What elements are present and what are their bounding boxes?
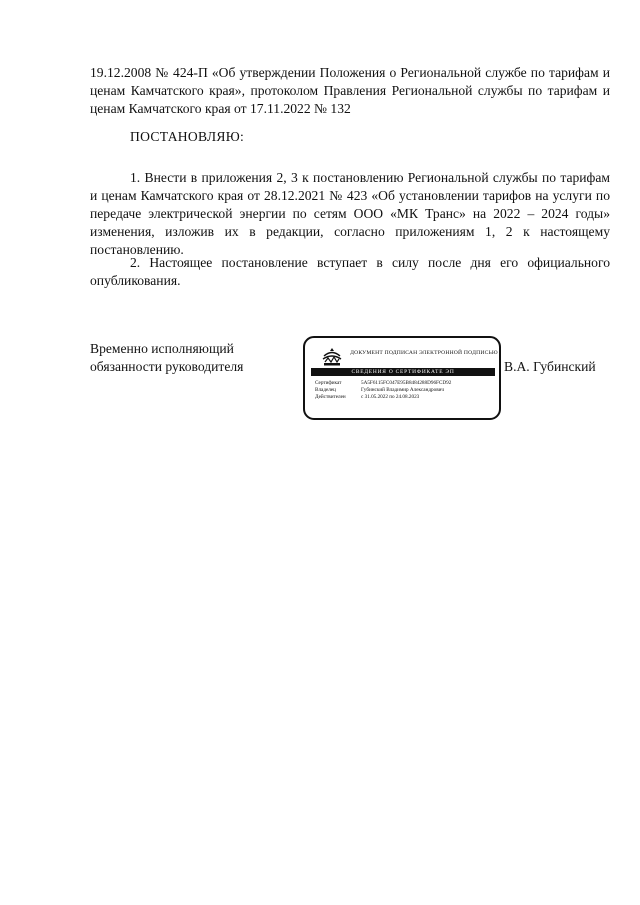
stamp-row-value: Губинский Владимир Александрович [361, 387, 445, 393]
stamp-row-certificate [315, 380, 497, 387]
resolve-heading: ПОСТАНОВЛЯЮ: [130, 129, 245, 144]
signer-name: В.А. Губинский [504, 359, 596, 374]
preamble-continuation: 19.12.2008 № 424-П «Об утверждении Положения о Региональной службе по тарифам и ценам Камчатского края», протоколом Правления Региональной службы по тарифам и ценам Камчатского края от 17.11.2022 № 132 [90, 65, 610, 116]
paragraph-1: 1. Внести в приложения 2, 3 к постановлению Региональной службы по тарифам и ценам Камчатского края от 28.12.2021 № 423 «Об установлении тарифов на услуги по передаче электрической энергии по сетям ООО «МК Транс» на 2022 – 2024 годы» изменения, изложив их в редакции, согласно приложениям 1, 2 к настоящему постановлению. [90, 170, 610, 257]
electronic-signature-stamp [303, 336, 501, 420]
stamp-header: ДОКУМЕНТ ПОДПИСАН ЭЛЕКТРОННОЙ ПОДПИСЬЮ [350, 350, 498, 356]
stamp-row-validity [315, 394, 497, 401]
paragraph-2: 2. Настоящее постановление вступает в силу после дня его официального опубликования. [90, 255, 610, 288]
stamp-row-key: Владелец [315, 387, 336, 393]
coat-of-arms-icon [321, 347, 343, 367]
stamp-row-key: Сертификат [315, 380, 342, 386]
stamp-details [315, 380, 497, 401]
stamp-row-owner [315, 387, 497, 394]
stamp-row-value: 5A5F6115FC047E95B8484288D96FCD92 [361, 380, 452, 386]
stamp-row-value: с 31.05.2022 по 24.08.2023 [361, 394, 420, 400]
signer-position: Временно исполняющий обязанности руководителя [90, 341, 244, 374]
stamp-row-key: Действителен [315, 394, 346, 400]
stamp-title-bar: СВЕДЕНИЯ О СЕРТИФИКАТЕ ЭП [311, 368, 495, 376]
